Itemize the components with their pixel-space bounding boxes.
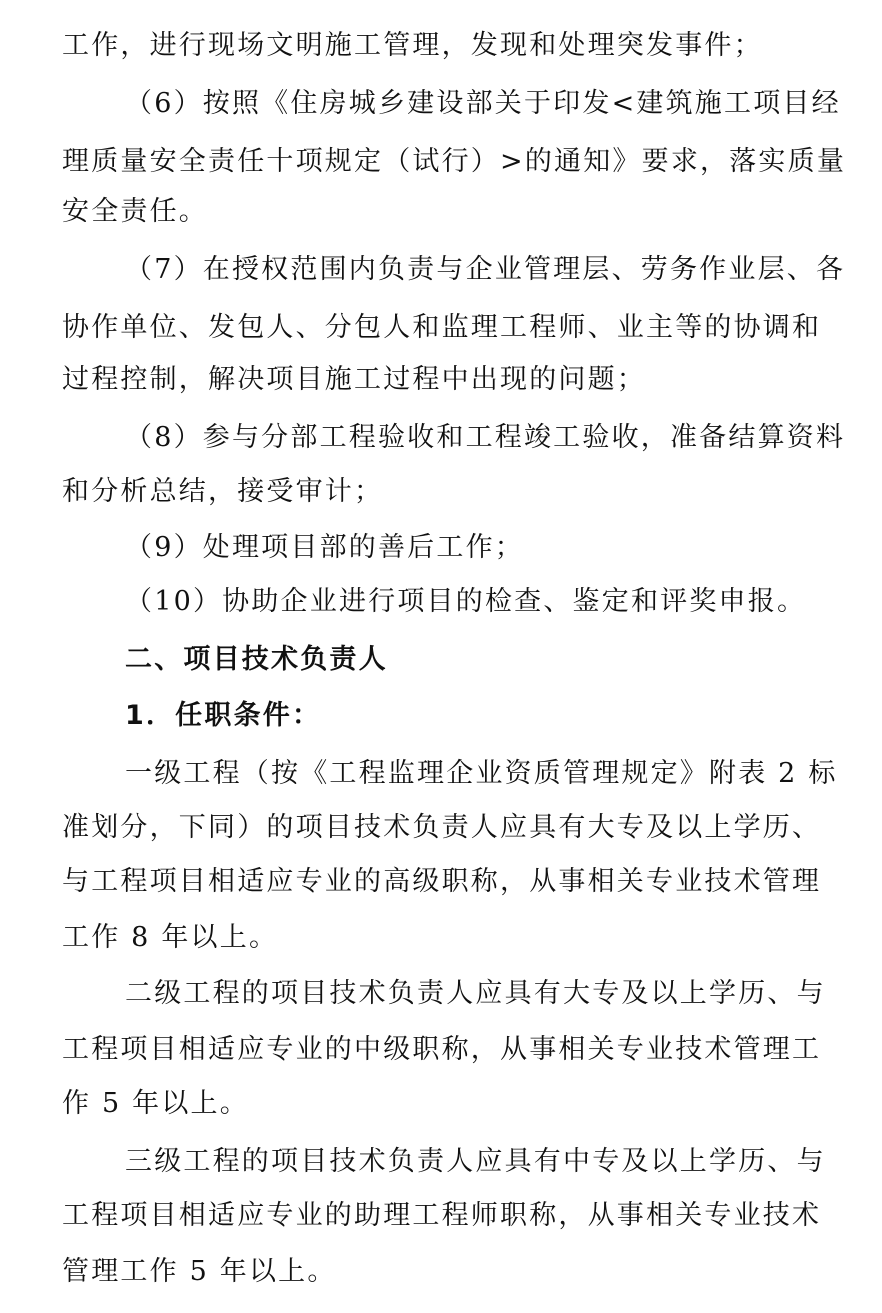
paragraph-line: 一级工程（按《工程监理企业资质管理规定》附表 2 标 xyxy=(125,758,838,789)
list-item-8-line: （8）参与分部工程验收和工程竣工验收，准备结算资料 xyxy=(125,422,846,453)
paragraph-line: 管理工作 5 年以上。 xyxy=(62,1256,337,1287)
paragraph-line: 工程项目相适应专业的中级职称，从事相关专业技术管理工 xyxy=(62,1034,822,1065)
paragraph-line: 与工程项目相适应专业的高级职称，从事相关专业技术管理 xyxy=(62,866,822,897)
paragraph-line: 工程项目相适应专业的助理工程师职称，从事相关专业技术 xyxy=(62,1200,822,1231)
list-item-9-line: （9）处理项目部的善后工作； xyxy=(125,532,524,563)
subsection-heading: 1．任职条件： xyxy=(125,700,322,731)
paragraph-line: 准划分，下同）的项目技术负责人应具有大专及以上学历、 xyxy=(62,812,822,843)
paragraph-line: 作 5 年以上。 xyxy=(62,1088,249,1119)
paragraph-line: 二级工程的项目技术负责人应具有大专及以上学历、与 xyxy=(125,978,826,1009)
section-heading: 二、项目技术负责人 xyxy=(125,644,388,675)
paragraph-line: 工作 8 年以上。 xyxy=(62,922,279,953)
paragraph-line: 安全责任。 xyxy=(62,196,208,227)
paragraph-line: 和分析总结，接受审计； xyxy=(62,476,384,507)
list-item-7-line: （7）在授权范围内负责与企业管理层、劳务作业层、各 xyxy=(125,254,846,285)
list-item-10-line: （10）协助企业进行项目的检查、鉴定和评奖申报。 xyxy=(125,586,807,617)
paragraph-line: 工作，进行现场文明施工管理，发现和处理突发事件； xyxy=(62,30,763,61)
paragraph-line: 过程控制，解决项目施工过程中出现的问题； xyxy=(62,364,646,395)
list-item-6-line: （6）按照《住房城乡建设部关于印发<建筑施工项目经 xyxy=(125,88,841,119)
paragraph-line: 三级工程的项目技术负责人应具有中专及以上学历、与 xyxy=(125,1146,826,1177)
paragraph-line: 理质量安全责任十项规定（试行）>的通知》要求，落实质量 xyxy=(62,146,847,177)
paragraph-line: 协作单位、发包人、分包人和监理工程师、业主等的协调和 xyxy=(62,312,822,343)
